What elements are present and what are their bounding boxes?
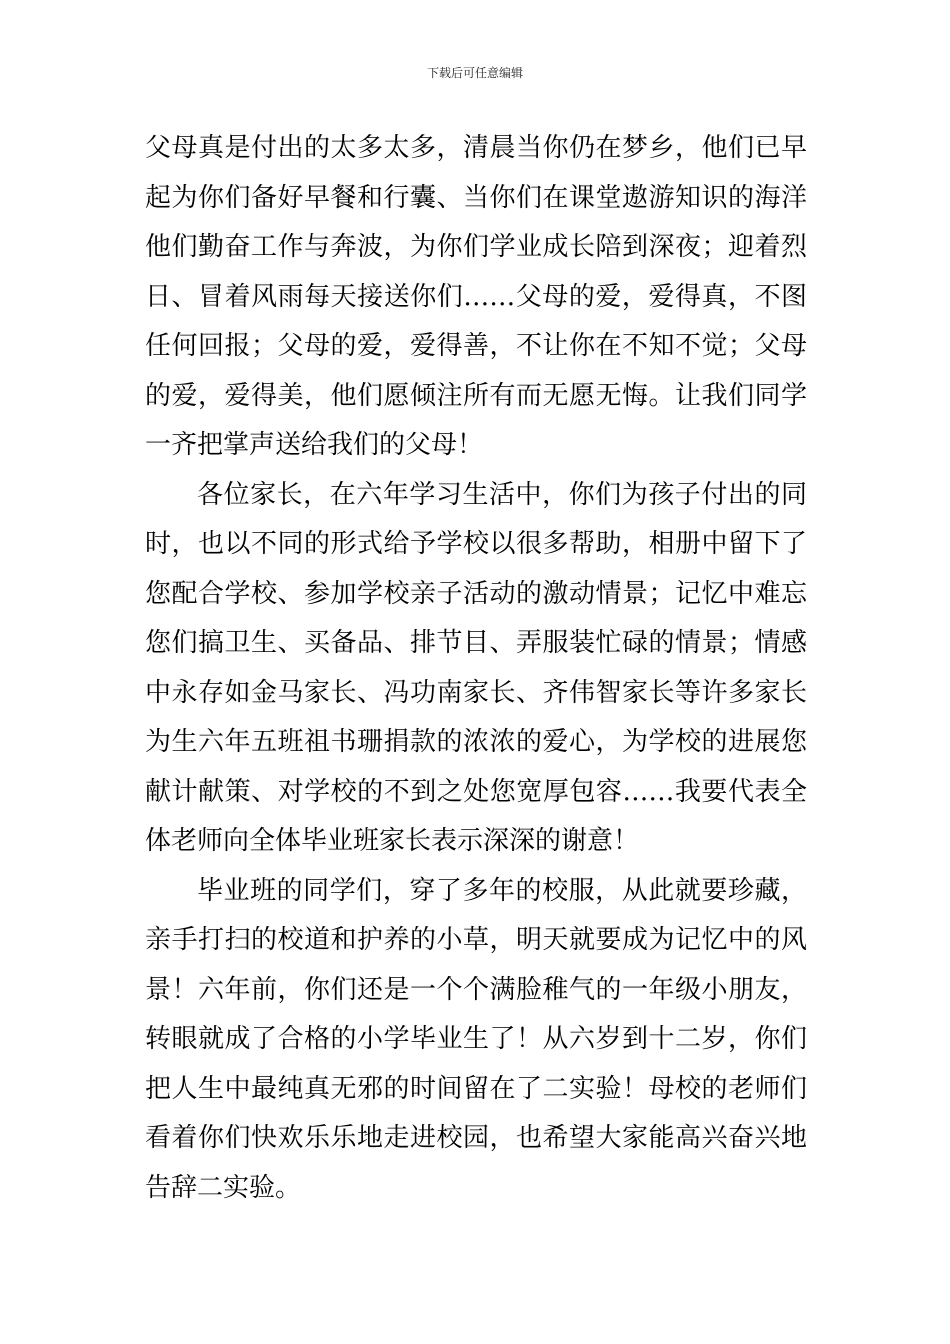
document-body [145,124,807,1213]
page-header: 下载后可任意编辑 [426,66,523,80]
text-line: 亲手打扫的校道和护养的小草，明天就要成为记忆中的风 [145,925,807,955]
text-line: 转眼就成了合格的小学毕业生了！从六岁到十二岁，你们 [145,1024,807,1054]
text-line: 您配合学校、参加学校亲子活动的激动情景；记忆中难忘 [145,578,807,609]
text-line: 父母真是付出的太多太多，清晨当你仍在梦乡，他们已早 [145,133,807,163]
text-line: 把人生中最纯真无邪的时间留在了二实验！母校的老师们 [145,1073,807,1104]
text-line: 毕业班的同学们，穿了多年的校服，从此就要珍藏， [197,875,807,906]
paragraph-families [145,471,807,867]
text-line: 起为你们备好早餐和行囊、当你们在课堂遨游知识的海洋 [145,182,807,213]
text-line: 中永存如金马家长、冯功南家长、齐伟智家长等许多家长 [145,677,807,708]
text-line: 任何回报；父母的爱，爱得善，不让你在不知不觉；父母 [145,331,807,361]
text-line: 体老师向全体毕业班家长表示深深的谢意！ [145,826,640,856]
text-line: 景！六年前，你们还是一个个满脸稚气的一年级小朋友， [145,974,807,1005]
text-line: 您们搞卫生、买备品、排节目、弄服装忙碌的情景；情感 [145,628,807,658]
text-line: 看着你们快欢乐乐地走进校园，也希望大家能高兴奋兴地 [145,1123,807,1153]
text-line: 时，也以不同的形式给予学校以很多帮助，相册中留下了 [145,529,807,559]
text-line: 的爱，爱得美，他们愿倾注所有而无愿无悔。让我们同学 [145,380,807,411]
paragraph-parents [145,124,807,471]
paragraph-graduates [145,867,807,1214]
text-line: 献计献策、对学校的不到之处您宽厚包容……我要代表全 [145,776,807,807]
text-line: 日、冒着风雨每天接送你们……父母的爱，爱得真，不图 [145,281,807,312]
text-line: 一齐把掌声送给我们的父母！ [145,430,484,460]
text-line: 他们勤奋工作与奔波，为你们学业成长陪到深夜；迎着烈 [145,232,807,262]
text-line: 为生六年五班祖书珊捐款的浓浓的爱心，为学校的进展您 [145,727,807,757]
text-line: 告辞二实验。 [145,1172,302,1203]
text-line: 各位家长，在六年学习生活中，你们为孩子付出的同 [197,479,807,510]
